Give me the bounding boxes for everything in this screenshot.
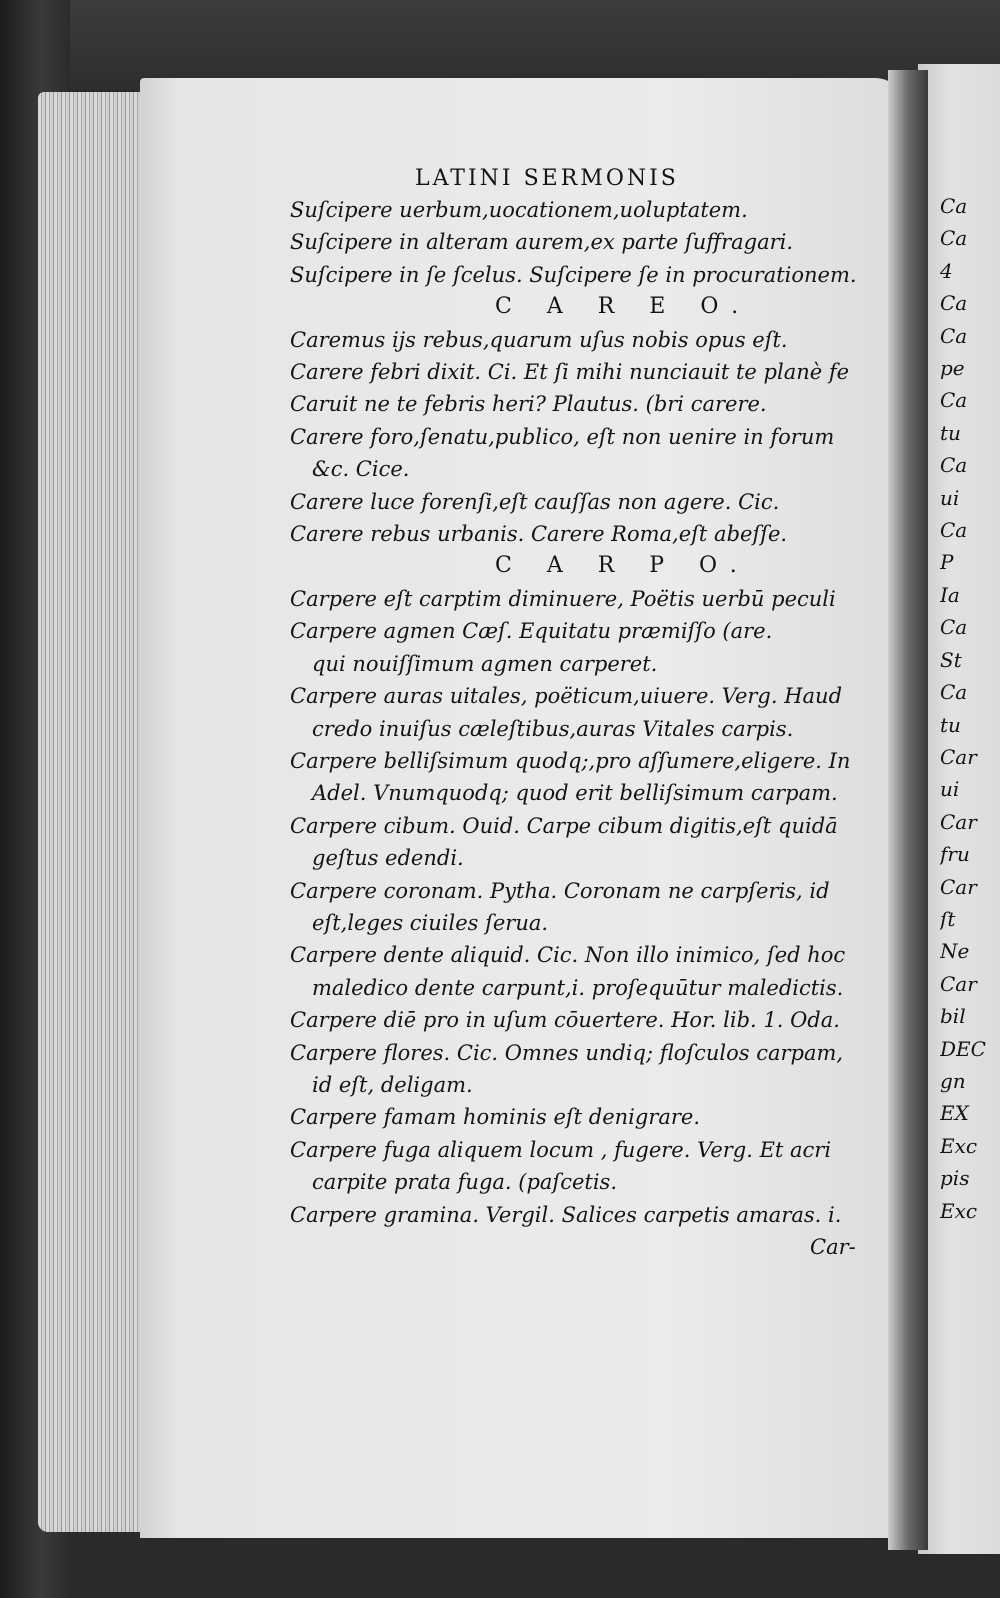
entry-line: Carpere flores. Cic. Omnes undiq; floſculos carpam,	[290, 1040, 844, 1065]
entry-line: Suſcipere uerbum,uocationem,uoluptatem.	[290, 198, 748, 222]
facing-fragment: Ca	[940, 615, 968, 640]
facing-fragment: P	[940, 550, 954, 575]
facing-fragment: Car	[940, 874, 977, 899]
book-cover-top	[0, 0, 1000, 90]
facing-page-fragments	[940, 190, 1000, 1227]
entry-continuation: Adel. Vnumquodq; quod erit belliſsimum carpam.	[312, 781, 838, 806]
facing-fragment: ſt	[940, 906, 956, 931]
facing-fragment: Ca	[940, 323, 968, 348]
entry-line: Carere luce forenſi,eſt cauſſas non agere. Cic.	[290, 489, 780, 514]
facing-fragment: Car	[940, 971, 977, 996]
entry-line: Suſcipere in alteram aurem,ex parte ſuffragari.	[290, 230, 794, 255]
dictionary-entries	[290, 194, 880, 1231]
facing-fragment: Ca	[940, 291, 968, 316]
section-heading: C A R E O.	[495, 294, 753, 320]
facing-fragment: Ia	[940, 582, 960, 607]
facing-fragment: 4	[940, 258, 953, 283]
entry-continuation: carpite prata fuga. (paſcetis.	[312, 1170, 617, 1195]
facing-fragment: tu	[940, 712, 961, 737]
entry-continuation: credo inuiſus cæleſtibus,auras Vitales carpis.	[312, 716, 794, 741]
entry-line: Carpere cibum. Ouid. Carpe cibum digitis,eſt quidā	[290, 813, 838, 838]
book-gutter	[888, 70, 928, 1550]
entry-line: Carpere gramina. Vergil. Salices carpetis amaras. i.	[290, 1202, 842, 1227]
entry-line: Carere febri dixit. Ci. Et ſi mihi nunciauit te planè fe	[290, 360, 850, 385]
facing-fragment: Car	[940, 809, 977, 834]
entry-line: Carere foro,ſenatu,publico, eſt non uenire in forum	[290, 424, 835, 449]
entry-continuation: id eſt, deligam.	[312, 1072, 473, 1097]
entry-line: Carpere famam hominis eſt denigrare.	[290, 1105, 701, 1130]
facing-fragment: ui	[940, 485, 960, 510]
entry-line: Carpere dente aliquid. Cic. Non illo inimico, ſed hoc	[290, 943, 846, 968]
facing-fragment: St	[940, 647, 962, 672]
entry-continuation: qui nouiſſimum agmen carperet.	[312, 651, 658, 676]
catchword: Car-	[810, 1235, 856, 1259]
entry-line: Carpere coronam. Pytha. Coronam ne carpſeris, id	[290, 878, 830, 903]
entry-line: Carpere auras uitales, poëticum,uiuere. Verg. Haud	[290, 684, 843, 709]
facing-fragment: pis	[940, 1166, 970, 1191]
entry-line: Caruit ne te febris heri? Plautus. (bri carere.	[290, 392, 767, 417]
page-text	[290, 164, 880, 1263]
entry-continuation: &c. Cice.	[312, 457, 410, 482]
running-header: LATINI SERMONIS	[415, 166, 679, 191]
facing-fragment: bil	[940, 1004, 966, 1029]
entry-continuation: maledico dente carpunt,i. proſequūtur maledictis.	[312, 975, 844, 1000]
section-heading: C A R P O.	[495, 553, 751, 579]
facing-fragment: ui	[940, 777, 960, 802]
entry-continuation: geſtus edendi.	[312, 846, 464, 871]
facing-fragment: Exc	[940, 1198, 978, 1223]
facing-fragment: Ne	[940, 939, 970, 964]
facing-fragment: pe	[940, 356, 965, 381]
facing-fragment: Exc	[940, 1133, 978, 1158]
entry-line: Caremus ijs rebus,quarum uſus nobis opus eſt.	[290, 327, 788, 352]
facing-fragment: Ca	[940, 194, 968, 218]
entry-line: Carpere diē pro in uſum cōuertere. Hor. lib. 1. Oda.	[290, 1008, 840, 1033]
facing-fragment: DEC	[940, 1036, 986, 1061]
facing-fragment: Ca	[940, 518, 968, 543]
entry-line: Suſcipere in ſe ſcelus. Suſcipere ſe in procurationem.	[290, 262, 857, 287]
entry-line: Carpere eſt carptim diminuere, Poëtis uerbū peculi	[290, 586, 836, 611]
entry-line: Carpere agmen Cæſ. Equitatu præmiſſo (are.	[290, 619, 773, 644]
entry-line: Carere rebus urbanis. Carere Roma,eſt abeſſe.	[290, 522, 788, 547]
entry-continuation: eſt,leges ciuiles ſerua.	[312, 910, 549, 935]
entry-line: Carpere belliſsimum quodq;,pro aſſumere,eligere. In	[290, 748, 851, 773]
facing-fragment: gn	[940, 1068, 966, 1093]
facing-fragment: Car	[940, 744, 977, 769]
facing-fragment: Ca	[940, 226, 968, 251]
entry-line: Carpere fuga aliquem locum , fugere. Verg. Et acri	[290, 1137, 832, 1162]
facing-fragment: EX	[940, 1101, 969, 1126]
facing-fragment: tu	[940, 420, 961, 445]
facing-fragment: Ca	[940, 453, 968, 478]
facing-fragment: Ca	[940, 388, 968, 413]
facing-fragment: Ca	[940, 680, 968, 705]
page-edges	[38, 92, 148, 1532]
facing-fragment: fru	[940, 842, 970, 867]
